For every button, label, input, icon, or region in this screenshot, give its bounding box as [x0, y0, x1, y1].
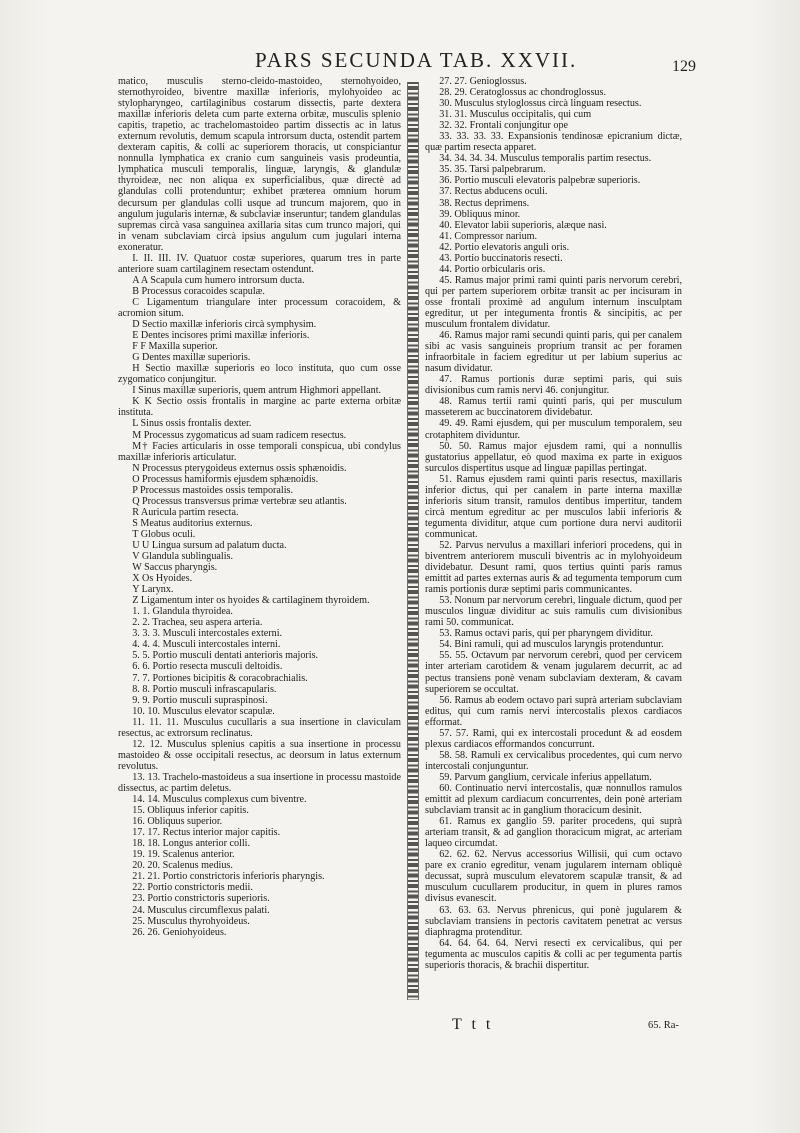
legend-item: 23. Portio constrictoris superioris. [132, 893, 270, 905]
legend-item: Q Processus transversus primæ vertebræ seu atlantis. [132, 495, 347, 507]
legend-item: U U Lingua sursum ad palatum ducta. [132, 539, 287, 551]
legend-item: K K Sectio ossis frontalis in margine ac parte externa orbitæ instituta. [118, 396, 401, 419]
legend-item: 53. Ramus octavi paris, qui per pharyngem dividitur. [439, 628, 653, 640]
legend-item: D Sectio maxillæ inferioris circà symphysim. [132, 319, 317, 331]
legend-item: 57. 57. Rami, qui ex intercostali procedunt & ad eosdem plexus cardiacos efformandos concurrunt. [425, 727, 682, 750]
legend-item: R Auricula partim resecta. [132, 506, 239, 518]
legend-item: H Sectio maxillæ superioris eo loco instituta, quo cum osse zygomatico conjungitur. [118, 363, 401, 386]
legend-item: 56. Ramus ab eodem octavo pari suprà arteriam subclaviam editus, qui cum ramis nervi intercostalis plexos cardiacos efformat. [425, 694, 682, 728]
legend-item: 40. Elevator labii superioris, alæque nasi. [439, 219, 607, 231]
legend-item: 41. Compressor narium. [439, 230, 538, 242]
legend-item: 5. 5. Portio musculi dentati anterioris majoris. [132, 650, 319, 662]
legend-item: 22. Portio constrictoris medii. [132, 882, 253, 894]
legend-item: 19. 19. Scalenus anterior. [132, 849, 235, 861]
legend-item: 52. Parvus nervulus a maxillari inferiori procedens, qui in biventrem anteriorem musculi biventris ac in mylohyoideum dividebatur. Desunt rami, quos tertius quinti paris ramus emittit ad partes externas auris & ad tegumenta temporum cum ramis portionis duræ septimi paris communicantes. [425, 539, 682, 596]
legend-item: 63. 63. 63. Nervus phrenicus, qui ponè jugularem & subclaviam transiens in pectoris cavitatem penetrat ac versus diaphragma protenditur. [425, 904, 682, 938]
legend-item: 11. 11. 11. Musculus cucullaris a sua insertione in claviculam resectus, ac extrorsum reclinatus. [118, 716, 401, 739]
legend-item: 12. 12. Musculus splenius capitis a sua insertione in processu mastoideo & osse occipitali resectus, ac deorsum in latus externum revolutus. [118, 738, 401, 772]
legend-item: 34. 34. 34. 34. Musculus temporalis partim resectus. [439, 153, 652, 165]
legend-item: 24. Musculus circumflexus palati. [132, 904, 270, 916]
legend-item: 55. 55. Octavum par nervorum cerebri, quod per cervicem inter arteriam carotidem & venam jugularem decurrit, ac ad pectus transiens ponè venam subclaviam dexteram, & cavam superiorem se occultat. [425, 650, 682, 695]
legend-item: M† Facies articularis in osse temporali conspicua, ubi condylus maxillæ inferioris articulatur. [118, 440, 401, 463]
legend-item: 60. Continuatio nervi intercostalis, quæ nonnullos ramulos emittit ad plexum cardiacum concurrentes, dein ponè arteriam subclaviam transit ac in ganglium thoracicum desinit. [425, 783, 682, 817]
legend-item: 51. Ramus ejusdem rami quinti paris resectus, maxillaris inferior dictus, qui per canalem in parte interna maxillæ inferioris situm transit, ramulos dentibus impertitur, tandem circà mentum egreditur ac per musculos labii inferioris & tegumenta dividitur, atque cum portione dura nervi auditorii communicat. [425, 473, 682, 540]
legend-item: 17. 17. Rectus interior major capitis. [132, 827, 281, 839]
legend-item: T Globus oculi. [132, 528, 196, 540]
legend-item: F F Maxilla superior. [132, 341, 218, 353]
legend-item: 35. 35. Tarsi palpebrarum. [439, 164, 546, 176]
legend-item: P Processus mastoides ossis temporalis. [132, 484, 293, 496]
legend-item: Z Ligamentum inter os hyoides & cartilaginem thyroidem. [132, 595, 370, 607]
legend-item: 13. 13. Trachelo-mastoideus a sua insertione in processu mastoide dissectus, ac partim deletus. [118, 771, 401, 794]
legend-item: 25. Musculus thyrohyoideus. [132, 915, 250, 927]
legend-item: 50. 50. Ramus major ejusdem rami, qui a nonnullis gustatorius appellatur, eò quod maxima ex parte in exiguos surculos dispertitus usque ad linguæ papillas pertingat. [425, 440, 682, 474]
legend-item: 38. Rectus deprimens. [439, 197, 530, 209]
legend-item: 59. Parvum ganglium, cervicale inferius appellatum. [439, 771, 652, 783]
legend-item: 7. 7. Portiones bicipitis & coracobrachialis. [132, 672, 308, 684]
legend-item: 43. Portio buccinatoris resecti. [439, 252, 563, 264]
signature-mark: T t t [452, 1016, 494, 1033]
legend-item: 3. 3. 3. Musculi intercostales externi. [132, 628, 283, 640]
legend-item: 15. Obliquus inferior capitis. [132, 805, 249, 817]
catchword: 65. Ra- [648, 1020, 679, 1031]
legend-item: G Dentes maxillæ superioris. [132, 352, 251, 364]
intro-paragraph: matico, musculis sterno-cleido-mastoideo, sternohyoideo, sternothyroideo, biventre maxillæ inferioris, mylohyoideo ac stylopharyngeo, cartilaginibus costarum dissectis, parte dextera maxillæ inferioris deleta cum parte externa orbitæ, musculis splenio capitis, trapetio, ac trachelomastoideo partim dissectis ac in latus externum revolutis, demum scapula introrsum ducta, ostendit partem dexteram capitis, & colli ac superiorem thoracis, ut conspiciantur nonnulla lymphatica ex cranio cum sanguineis vasis prodeuntia, lymphatica musculi temporalis, linguæ, laryngis, & glandulæ thyroideæ, nec non aliqua ex superficialibus, quæ directè ad glandulas colli protenduntur; exhibet præterea omnium horum decursum per glandulas colli usque ad truncum majorem, quo in angulum jugularis internæ, & subclaviæ inseruntur; tandem glandulas supremas circà vasa sanguinea axillaria sitas cum trunco majori, qui in venam subclaviam circà ipsius angulum cum jugulari interna exoneratur. [118, 76, 401, 253]
column-divider-ornament [407, 82, 419, 1000]
running-title: PARS SECUNDA TAB. XXVII. [255, 48, 578, 72]
legend-item: 42. Portio elevatoris anguli oris. [439, 241, 570, 253]
legend-item: 30. Musculus styloglossus circà linguam resectus. [439, 98, 642, 110]
legend-item: O Processus hamiformis ejusdem sphænoidis. [132, 473, 319, 485]
legend-item: I. II. III. IV. Quatuor costæ superiores, quarum tres in parte anteriore suam cartilaginem resectam ostendunt. [118, 252, 401, 275]
legend-item: C Ligamentum triangulare inter processum coracoidem, & acromion situm. [118, 296, 401, 319]
legend-item: 45. Ramus major primi rami quinti paris nervorum cerebri, qui per partem superiorem orbitæ transit ac per incisuram in osse frontali proximè ad angulum internum insculptam egreditur, ut per integumenta frontis & sincipitis, ac per musculum frontalem dividatur. [425, 274, 682, 331]
legend-item: 27. 27. Genioglossus. [439, 76, 527, 87]
right-legend-list [425, 76, 682, 971]
legend-item: 8. 8. Portio musculi infrascapularis. [132, 683, 277, 695]
legend-item: 32. 32. Frontali conjungitur ope [439, 120, 569, 132]
legend-item: L Sinus ossis frontalis dexter. [132, 418, 252, 430]
legend-item: 47. Ramus portionis duræ septimi paris, qui suis divisionibus cum ramis nervi 46. conjungitur. [425, 374, 682, 397]
right-column [425, 76, 682, 971]
legend-item: 36. Portio musculi elevatoris palpebræ superioris. [439, 175, 641, 187]
legend-item: 16. Obliquus superior. [132, 816, 223, 828]
left-legend-list [118, 253, 401, 938]
legend-item: M Processus zygomaticus ad suam radicem resectus. [132, 429, 347, 441]
legend-item: 9. 9. Portio musculi supraspinosi. [132, 694, 268, 706]
legend-item: 61. Ramus ex ganglio 59. pariter procedens, qui suprà arteriam transit, & ad ganglion thoracicum migrat, ac arteriam laqueo circumdat. [425, 816, 682, 850]
legend-item: 26. 26. Geniohyoideus. [132, 926, 227, 938]
legend-item: A A Scapula cum humero introrsum ducta. [132, 274, 305, 286]
legend-item: Y Larynx. [132, 584, 174, 596]
legend-item: 14. 14. Musculus complexus cum biventre. [132, 794, 307, 806]
page-number: 129 [672, 58, 696, 75]
legend-item: 58. 58. Ramuli ex cervicalibus procedentes, qui cum nervo intercostali conjunguntur. [425, 749, 682, 772]
legend-item: 28. 29. Ceratoglossus ac chondroglossus. [439, 87, 606, 99]
legend-item: I Sinus maxillæ superioris, quem antrum Highmori appellant. [132, 385, 382, 397]
legend-item: 21. 21. Portio constrictoris inferioris pharyngis. [132, 871, 325, 883]
legend-item: 62. 62. 62. Nervus accessorius Willisii, qui cum octavo pare ex cranio egreditur, venam jugularem internam obliquè decussat, suprà musculum elevatorem scapulæ transit, & ad musculum cucullarem producitur, in quem in plures ramos divisus evanescit. [425, 849, 682, 905]
legend-item: 18. 18. Longus anterior colli. [132, 838, 251, 850]
legend-item: 46. Ramus major rami secundi quinti paris, qui per canalem sibi ac vasis sanguineis proprium transit ac per foramen infraorbitale in faciem egreditur ut per labium superius ac nasum dividatur. [425, 330, 682, 375]
left-column [118, 76, 401, 938]
legend-item: V Glandula sublingualis. [132, 551, 233, 563]
legend-item: 31. 31. Musculus occipitalis, qui cum [439, 109, 592, 121]
legend-item: X Os Hyoides. [132, 573, 193, 585]
legend-item: 10. 10. Musculus elevator scapulæ. [132, 705, 275, 717]
legend-item: 37. Rectus abducens oculi. [439, 186, 548, 198]
legend-item: 4. 4. 4. Musculi intercostales interni. [132, 639, 281, 651]
legend-item: 6. 6. Portio resecta musculi deltoidis. [132, 661, 283, 673]
legend-item: 53. Nonum par nervorum cerebri, linguale dictum, quod per musculos linguæ dividitur ac suis ramulis cum divisionibus rami 50. communicat. [425, 595, 682, 629]
legend-item: 2. 2. Trachea, seu aspera arteria. [132, 617, 263, 629]
legend-item: 39. Obliquus minor. [439, 208, 521, 220]
legend-item: E Dentes incisores primi maxillæ inferioris. [132, 330, 310, 342]
legend-item: W Saccus pharyngis. [132, 562, 218, 574]
legend-item: 1. 1. Glandula thyroidea. [132, 606, 233, 618]
legend-item: 49. 49. Rami ejusdem, qui per musculum temporalem, seu crotaphitem dividuntur. [425, 418, 682, 441]
legend-item: 20. 20. Scalenus medius. [132, 860, 233, 872]
legend-item: 64. 64. 64. 64. Nervi resecti ex cervicalibus, qui per tegumenta ac musculos capitis & colli ac per tegumenta partis superioris thoracis, & brachii dispertitur. [425, 937, 682, 971]
legend-item: 54. Bini ramuli, qui ad musculos laryngis protenduntur. [439, 639, 664, 651]
legend-item: 44. Portio orbicularis oris. [439, 263, 546, 275]
legend-item: N Processus pterygoideus externus ossis sphænoidis. [132, 462, 347, 474]
legend-item: 48. Ramus tertii rami quinti paris, qui per musculum masseterem ac buccinatorem dividebatur. [425, 396, 682, 419]
legend-item: B Processus coracoides scapulæ. [132, 285, 265, 297]
legend-item: S Meatus auditorius externus. [132, 517, 253, 529]
legend-item: 33. 33. 33. 33. Expansionis tendinosæ epicranium dictæ, quæ partim resecta apparet. [425, 131, 682, 154]
